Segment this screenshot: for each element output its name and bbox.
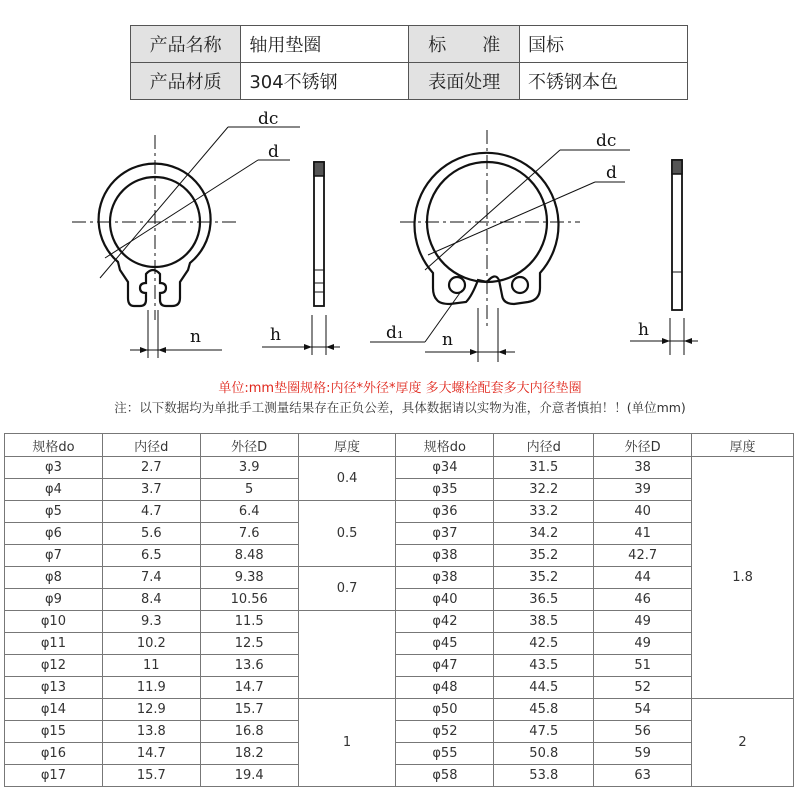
material-label: 产品材质 <box>131 63 241 100</box>
header-thickness-left: 厚度 <box>298 434 396 457</box>
spec-cell: φ55 <box>396 743 494 765</box>
spec-cell: φ5 <box>5 501 103 523</box>
inner-diameter-cell: 13.8 <box>102 721 200 743</box>
inner-diameter-cell: 3.7 <box>102 479 200 501</box>
inner-diameter-cell: 43.5 <box>494 655 594 677</box>
spec-cell: φ37 <box>396 523 494 545</box>
spec-cell: φ42 <box>396 611 494 633</box>
outer-diameter-cell: 18.2 <box>200 743 298 765</box>
surface-label: 表面处理 <box>409 63 520 100</box>
spec-header-row <box>5 434 794 457</box>
inner-diameter-cell: 35.2 <box>494 567 594 589</box>
thickness-cell-empty <box>298 611 396 699</box>
inner-diameter-cell: 32.2 <box>494 479 594 501</box>
unit-description: 单位:mm垫圈规格:内径*外径*厚度 多大螺栓配套多大内径垫圈 <box>218 381 582 396</box>
outer-diameter-cell: 19.4 <box>200 765 298 787</box>
spec-cell: φ4 <box>5 479 103 501</box>
right-dc-label: dc <box>596 131 617 151</box>
thickness-cell: 2 <box>692 699 794 787</box>
thickness-cell: 0.5 <box>298 501 396 567</box>
inner-diameter-cell: 35.2 <box>494 545 594 567</box>
product-name-label: 产品名称 <box>131 26 241 63</box>
thickness-cell: 0.7 <box>298 567 396 611</box>
left-d-label: d <box>268 142 279 162</box>
outer-diameter-cell: 13.6 <box>200 655 298 677</box>
table-row <box>5 611 794 633</box>
spec-cell: φ47 <box>396 655 494 677</box>
outer-diameter-cell: 49 <box>594 611 692 633</box>
inner-diameter-cell: 6.5 <box>102 545 200 567</box>
spec-cell: φ8 <box>5 567 103 589</box>
standard-value: 国标 <box>520 26 688 63</box>
outer-diameter-cell: 14.7 <box>200 677 298 699</box>
table-row <box>5 501 794 523</box>
spec-cell: φ12 <box>5 655 103 677</box>
table-row <box>5 479 794 501</box>
table-row <box>5 721 794 743</box>
outer-diameter-cell: 10.56 <box>200 589 298 611</box>
thickness-cell: 1 <box>298 699 396 787</box>
spec-cell: φ38 <box>396 567 494 589</box>
inner-diameter-cell: 31.5 <box>494 457 594 479</box>
spec-cell: φ58 <box>396 765 494 787</box>
outer-diameter-cell: 42.7 <box>594 545 692 567</box>
spec-cell: φ3 <box>5 457 103 479</box>
table-row <box>5 523 794 545</box>
table-row <box>5 589 794 611</box>
right-h-label: h <box>638 320 649 340</box>
thickness-cell: 1.8 <box>692 457 794 699</box>
product-name-value: 轴用垫圈 <box>241 26 409 63</box>
spec-cell: φ15 <box>5 721 103 743</box>
surface-value: 不锈钢本色 <box>520 63 688 100</box>
measurement-note: 注：以下数据均为单批手工测量结果存在正负公差，具体数据请以实物为准，介意者慎拍！！(单位mm) <box>114 400 686 415</box>
header-outer-right: 外径D <box>594 434 692 457</box>
spec-cell: φ10 <box>5 611 103 633</box>
table-row <box>5 677 794 699</box>
inner-diameter-cell: 11.9 <box>102 677 200 699</box>
header-spec-left: 规格do <box>5 434 103 457</box>
header-inner-left: 内径d <box>102 434 200 457</box>
spec-cell: φ34 <box>396 457 494 479</box>
spec-cell: φ14 <box>5 699 103 721</box>
inner-diameter-cell: 15.7 <box>102 765 200 787</box>
inner-diameter-cell: 4.7 <box>102 501 200 523</box>
inner-diameter-cell: 10.2 <box>102 633 200 655</box>
table-row <box>5 765 794 787</box>
outer-diameter-cell: 59 <box>594 743 692 765</box>
outer-diameter-cell: 16.8 <box>200 721 298 743</box>
thickness-cell: 0.4 <box>298 457 396 501</box>
inner-diameter-cell: 34.2 <box>494 523 594 545</box>
inner-diameter-cell: 9.3 <box>102 611 200 633</box>
spec-cell: φ48 <box>396 677 494 699</box>
spec-cell: φ7 <box>5 545 103 567</box>
spec-cell: φ45 <box>396 633 494 655</box>
spec-cell: φ52 <box>396 721 494 743</box>
outer-diameter-cell: 41 <box>594 523 692 545</box>
spec-cell: φ40 <box>396 589 494 611</box>
spec-cell: φ11 <box>5 633 103 655</box>
outer-diameter-cell: 7.6 <box>200 523 298 545</box>
table-row <box>5 545 794 567</box>
inner-diameter-cell: 8.4 <box>102 589 200 611</box>
right-d1-label: d₁ <box>386 323 404 343</box>
inner-diameter-cell: 53.8 <box>494 765 594 787</box>
outer-diameter-cell: 9.38 <box>200 567 298 589</box>
left-n-label: n <box>190 327 201 347</box>
spec-cell: φ17 <box>5 765 103 787</box>
spec-cell: φ38 <box>396 545 494 567</box>
outer-diameter-cell: 51 <box>594 655 692 677</box>
outer-diameter-cell: 11.5 <box>200 611 298 633</box>
inner-diameter-cell: 12.9 <box>102 699 200 721</box>
spec-cell: φ50 <box>396 699 494 721</box>
outer-diameter-cell: 54 <box>594 699 692 721</box>
right-d-label: d <box>606 163 617 183</box>
table-row <box>5 743 794 765</box>
inner-diameter-cell: 14.7 <box>102 743 200 765</box>
table-row <box>5 633 794 655</box>
inner-diameter-cell: 7.4 <box>102 567 200 589</box>
inner-diameter-cell: 11 <box>102 655 200 677</box>
outer-diameter-cell: 40 <box>594 501 692 523</box>
inner-diameter-cell: 50.8 <box>494 743 594 765</box>
outer-diameter-cell: 63 <box>594 765 692 787</box>
table-row <box>5 457 794 479</box>
spec-table <box>4 433 794 787</box>
inner-diameter-cell: 45.8 <box>494 699 594 721</box>
table-row <box>5 567 794 589</box>
standard-label: 标 准 <box>409 26 520 63</box>
left-dc-label: dc <box>258 109 279 129</box>
header-inner-right: 内径d <box>494 434 594 457</box>
table-row <box>5 655 794 677</box>
outer-diameter-cell: 56 <box>594 721 692 743</box>
spec-cell: φ9 <box>5 589 103 611</box>
spec-cell: φ16 <box>5 743 103 765</box>
outer-diameter-cell: 3.9 <box>200 457 298 479</box>
table-row <box>5 699 794 721</box>
outer-diameter-cell: 15.7 <box>200 699 298 721</box>
material-value: 304不锈钢 <box>241 63 409 100</box>
header-outer-left: 外径D <box>200 434 298 457</box>
inner-diameter-cell: 44.5 <box>494 677 594 699</box>
outer-diameter-cell: 52 <box>594 677 692 699</box>
outer-diameter-cell: 46 <box>594 589 692 611</box>
outer-diameter-cell: 5 <box>200 479 298 501</box>
spec-cell: φ13 <box>5 677 103 699</box>
inner-diameter-cell: 5.6 <box>102 523 200 545</box>
header-thickness-right: 厚度 <box>692 434 794 457</box>
inner-diameter-cell: 42.5 <box>494 633 594 655</box>
outer-diameter-cell: 44 <box>594 567 692 589</box>
left-h-label: h <box>270 325 281 345</box>
spec-cell: φ36 <box>396 501 494 523</box>
spec-cell: φ6 <box>5 523 103 545</box>
inner-diameter-cell: 33.2 <box>494 501 594 523</box>
inner-diameter-cell: 38.5 <box>494 611 594 633</box>
spec-cell: φ35 <box>396 479 494 501</box>
inner-diameter-cell: 2.7 <box>102 457 200 479</box>
outer-diameter-cell: 49 <box>594 633 692 655</box>
left-clip-drawing <box>72 127 340 358</box>
outer-diameter-cell: 6.4 <box>200 501 298 523</box>
right-n-label: n <box>442 330 453 350</box>
outer-diameter-cell: 39 <box>594 479 692 501</box>
product-info-table <box>130 25 688 100</box>
inner-diameter-cell: 36.5 <box>494 589 594 611</box>
outer-diameter-cell: 8.48 <box>200 545 298 567</box>
inner-diameter-cell: 47.5 <box>494 721 594 743</box>
circlip-drawings <box>0 100 800 375</box>
outer-diameter-cell: 12.5 <box>200 633 298 655</box>
outer-diameter-cell: 38 <box>594 457 692 479</box>
header-spec-right: 规格do <box>396 434 494 457</box>
